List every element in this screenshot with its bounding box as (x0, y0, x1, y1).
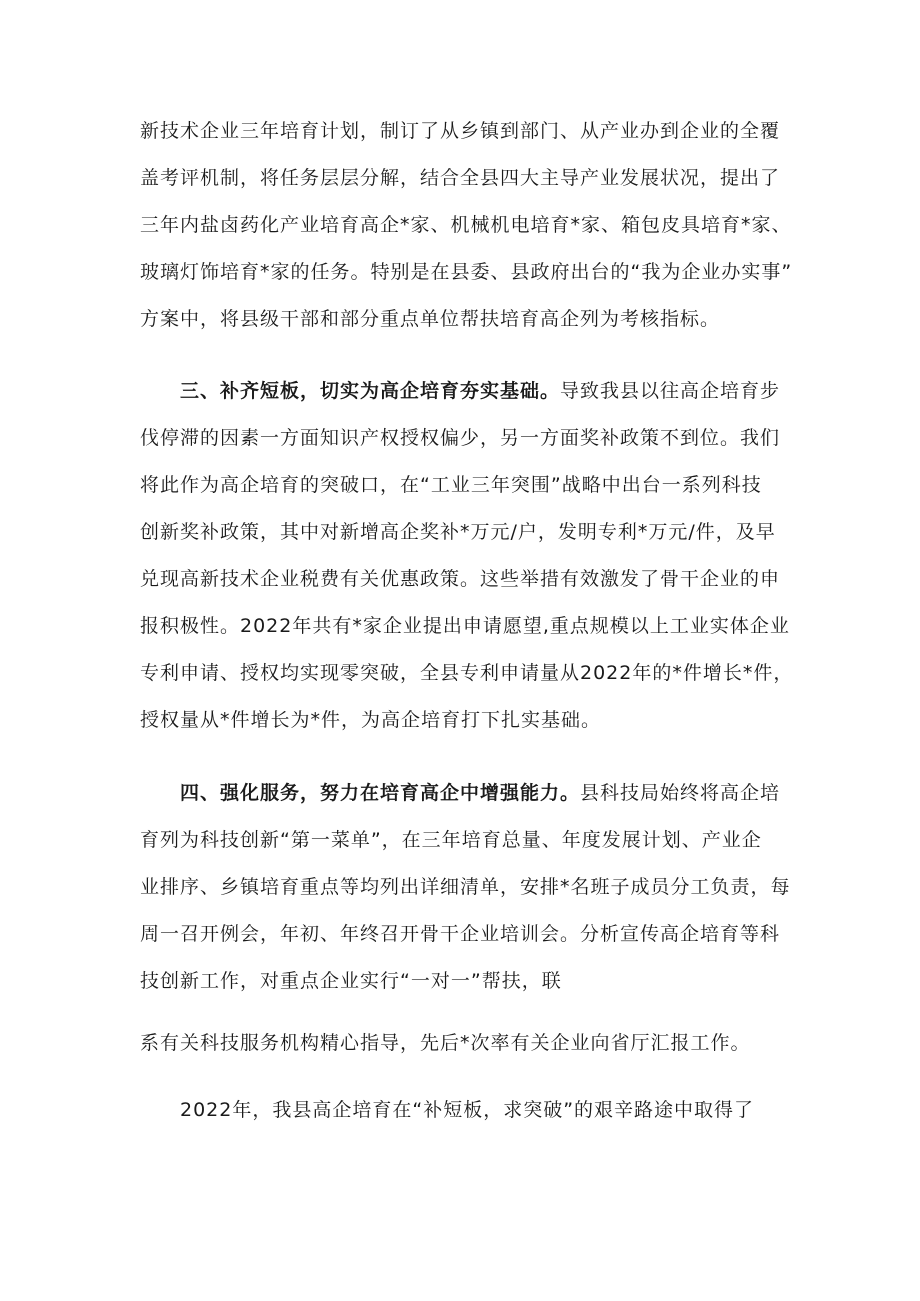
paragraph-line: 方案中，将县级干部和部分重点单位帮扶培育高企列为考核指标。 (140, 308, 721, 330)
paragraph-line: 新技术企业三年培育计划，制订了从乡镇到部门、从产业办到企业的全覆 (140, 120, 781, 142)
paragraph-line: 玻璃灯饰培育*家的任务。特别是在县委、县政府出台的“我为企业办实事” (140, 261, 793, 283)
paragraph-line: 伐停滞的因素一方面知识产权授权偏少，另一方面奖补政策不到位。我们 (140, 427, 781, 449)
paragraph-line: 报积极性。2022年共有*家企业提出申请愿望,重点规模以上工业实体企业 (140, 615, 790, 637)
paragraph-line: 技创新工作，对重点企业实行“一对一”帮扶，联 (140, 970, 562, 992)
paragraph-line: 系有关科技服务机构精心指导，先后*次率有关企业向省厅汇报工作。 (140, 1032, 751, 1054)
section-3-first-line-text: 导致我县以往高企培育步 (560, 380, 781, 402)
section-3-heading: 三、补齐短板，切实为高企培育夯实基础。 (180, 380, 561, 402)
section-3-first-line (180, 378, 780, 404)
paragraph-line: 授权量从*件增长为*件，为高企培育打下扎实基础。 (140, 709, 602, 731)
section-4-first-line (180, 780, 780, 806)
paragraph-line: 兑现高新技术企业税费有关优惠政策。这些举措有效激发了骨干企业的申 (140, 568, 781, 590)
paragraph-line: 创新奖补政策，其中对新增高企奖补*万元/户，发明专利*万元/件，及早 (140, 521, 776, 543)
paragraph-line: 专利申请、授权均实现零突破，全县专利申请量从2022年的*件增长*件， (140, 662, 794, 684)
section-4-first-line-text: 县科技局始终将高企培 (580, 782, 781, 804)
closing-line: 2022年，我县高企培育在“补短板，求突破”的艰辛路途中取得了 (180, 1099, 755, 1121)
paragraph-line: 盖考评机制，将任务层层分解，结合全县四大主导产业发展状况，提出了 (140, 167, 781, 189)
paragraph-line: 周一召开例会，年初、年终召开骨干企业培训会。分析宣传高企培育等科 (140, 923, 781, 945)
section-4-heading: 四、强化服务，努力在培育高企中增强能力。 (180, 782, 581, 804)
paragraph-line: 三年内盐卤药化产业培育高企*家、机械机电培育*家、箱包皮具培育*家、 (140, 214, 792, 236)
paragraph-line: 业排序、乡镇培育重点等均列出详细清单，安排*名班子成员分工负责，每 (140, 876, 791, 898)
paragraph-line: 育列为科技创新“第一菜单”，在三年培育总量、年度发展计划、产业企 (140, 829, 762, 851)
paragraph-line: 将此作为高企培育的突破口，在“工业三年突围”战略中出台一系列科技 (140, 474, 762, 496)
